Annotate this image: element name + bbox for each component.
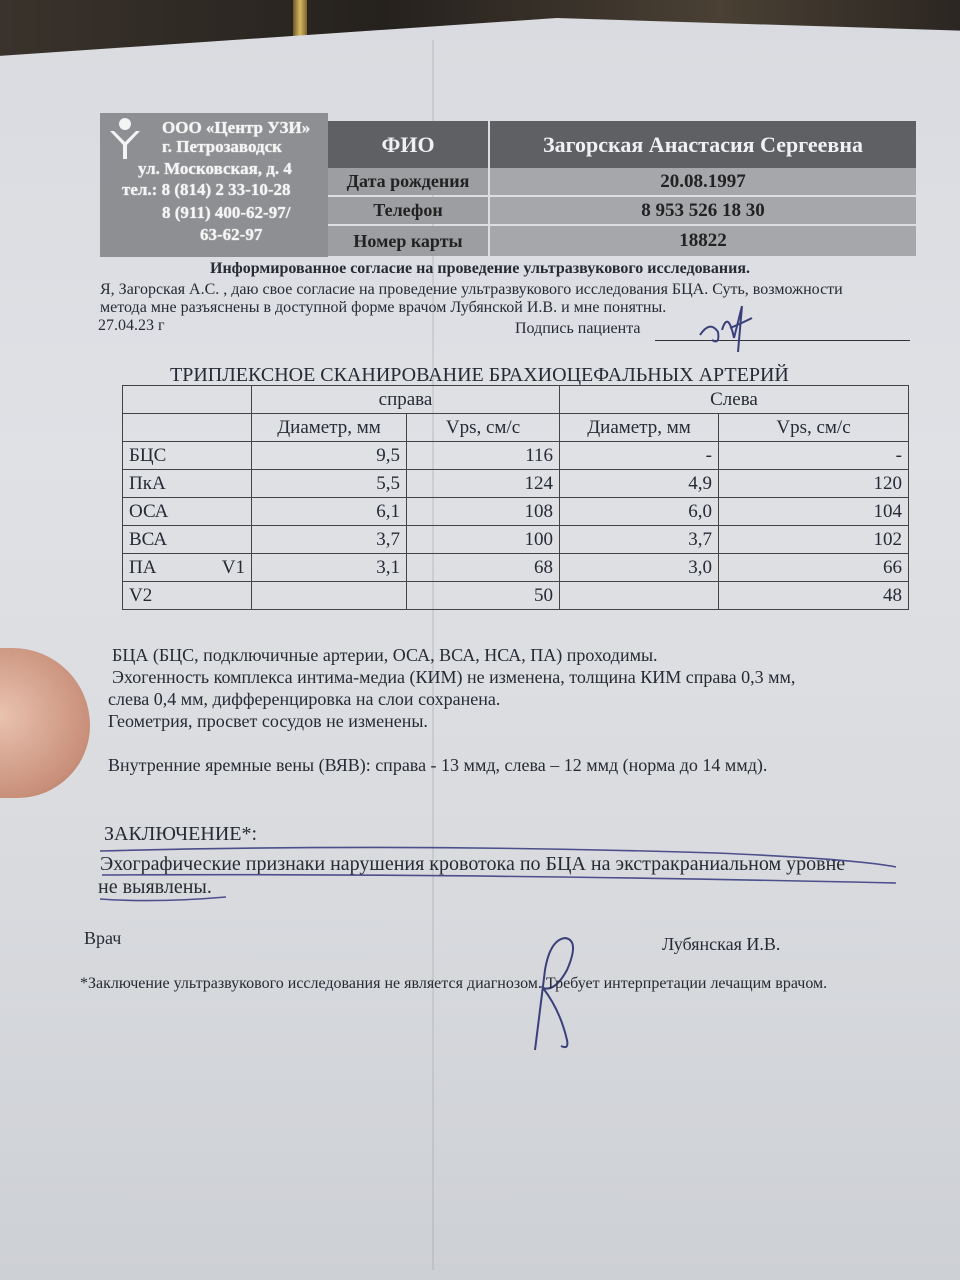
left-vps: 66 bbox=[719, 554, 909, 582]
dob-value: 20.08.1997 bbox=[490, 168, 916, 195]
vessel-segment: V1 bbox=[221, 556, 245, 578]
left-side-header: Слева bbox=[560, 386, 909, 414]
left-diameter: 3,0 bbox=[560, 554, 719, 582]
table-corner-cell-2 bbox=[123, 414, 252, 442]
right-diameter bbox=[252, 582, 407, 610]
dob-row bbox=[328, 168, 916, 195]
table-header-row bbox=[123, 386, 909, 414]
right-vps-header: Vps, см/с bbox=[407, 414, 560, 442]
finding-line-1: БЦА (БЦС, подключичные артерии, ОСА, ВСА, НСА, ПА) проходимы. bbox=[112, 645, 658, 665]
table-row bbox=[123, 554, 909, 582]
phone-row bbox=[328, 197, 916, 224]
clinic-phone-2: 8 (911) 400-62-97/ bbox=[162, 203, 291, 222]
dob-label: Дата рождения bbox=[328, 168, 488, 195]
left-diameter: 6,0 bbox=[560, 498, 719, 526]
left-vps: 104 bbox=[719, 498, 909, 526]
clinic-logo-icon bbox=[108, 117, 142, 161]
right-vps: 100 bbox=[407, 526, 560, 554]
left-vps-header: Vps, см/с bbox=[719, 414, 909, 442]
vessel-name: БЦС bbox=[123, 442, 252, 470]
right-side-header: справа bbox=[252, 386, 560, 414]
left-diameter-header: Диаметр, мм bbox=[560, 414, 719, 442]
handwritten-underline bbox=[96, 845, 906, 905]
clinic-info-box bbox=[100, 113, 328, 257]
background-object bbox=[293, 0, 307, 40]
right-diameter: 3,7 bbox=[252, 526, 407, 554]
vessel-name-cell bbox=[123, 554, 252, 582]
left-diameter: - bbox=[560, 442, 719, 470]
right-vps: 68 bbox=[407, 554, 560, 582]
right-vps: 50 bbox=[407, 582, 560, 610]
vessel-name: V2 bbox=[123, 582, 252, 610]
card-row bbox=[328, 226, 916, 256]
right-vps: 116 bbox=[407, 442, 560, 470]
vessel-name: ПкА bbox=[123, 470, 252, 498]
right-diameter: 9,5 bbox=[252, 442, 407, 470]
left-diameter: 3,7 bbox=[560, 526, 719, 554]
fio-value: Загорская Анастасия Сергеевна bbox=[490, 121, 916, 169]
finding-line-2: Эхогенность комплекса интима-медиа (КИМ) не изменена, толщина КИМ справа 0,3 мм, bbox=[112, 667, 796, 687]
left-vps: 102 bbox=[719, 526, 909, 554]
table-row bbox=[123, 582, 909, 610]
clinic-phone-3: 63-62-97 bbox=[200, 225, 263, 244]
clinic-address: ул. Московская, д. 4 bbox=[138, 159, 292, 178]
patient-signature-icon bbox=[690, 300, 760, 360]
doctor-name: Лубянская И.В. bbox=[662, 934, 781, 954]
document-header bbox=[100, 113, 914, 257]
footnote: *Заключение ультразвукового исследования не является диагнозом. Требует интерпретации лечащим врачом. bbox=[80, 975, 828, 992]
left-vps: 120 bbox=[719, 470, 909, 498]
study-title: ТРИПЛЕКСНОЕ СКАНИРОВАНИЕ БРАХИОЦЕФАЛЬНЫХ АРТЕРИЙ bbox=[170, 364, 789, 386]
consent-line-1: Я, Загорская А.С. , даю свое согласие на проведение ультразвукового исследования БЦА. Суть, возможности bbox=[100, 281, 843, 298]
right-diameter: 3,1 bbox=[252, 554, 407, 582]
table-row bbox=[123, 498, 909, 526]
vessel-name: ВСА bbox=[123, 526, 252, 554]
results-table bbox=[122, 385, 909, 610]
left-diameter bbox=[560, 582, 719, 610]
table-row bbox=[123, 442, 909, 470]
left-vps: - bbox=[719, 442, 909, 470]
clinic-city: г. Петрозаводск bbox=[162, 137, 282, 156]
doctor-label: Врач bbox=[84, 928, 122, 948]
clinic-phone-1: тел.: 8 (814) 2 33-10-28 bbox=[122, 180, 291, 199]
consent-title: Информированное согласие на проведение ультразвукового исследования. bbox=[210, 260, 750, 277]
conclusion-line-2: не выявлены. bbox=[98, 876, 212, 898]
conclusion-line-1: Эхографические признаки нарушения кровотока по БЦА на экстракраниальном уровне bbox=[100, 853, 846, 875]
vessel-name: ОСА bbox=[123, 498, 252, 526]
clinic-name: ООО «Центр УЗИ» bbox=[162, 118, 311, 137]
signature-label: Подпись пациента bbox=[515, 320, 641, 337]
right-diameter: 6,1 bbox=[252, 498, 407, 526]
fio-label: ФИО bbox=[328, 121, 488, 169]
right-vps: 124 bbox=[407, 470, 560, 498]
table-row bbox=[123, 470, 909, 498]
right-diameter: 5,5 bbox=[252, 470, 407, 498]
card-label: Номер карты bbox=[328, 226, 488, 256]
vessel-name: ПА bbox=[129, 556, 157, 578]
left-vps: 48 bbox=[719, 582, 909, 610]
table-corner-cell bbox=[123, 386, 252, 414]
consent-line-2: метода мне разъяснены в доступной форме врачом Лубянской И.В. и мне понятны. bbox=[100, 299, 667, 316]
table-subheader-row bbox=[123, 414, 909, 442]
left-diameter: 4,9 bbox=[560, 470, 719, 498]
doctor-signature-icon bbox=[505, 930, 595, 1060]
finding-line-5: Внутренние яремные вены (ВЯВ): справа - 13 ммд, слева – 12 ммд (норма до 14 ммд). bbox=[108, 755, 768, 775]
phone-label: Телефон bbox=[328, 197, 488, 224]
consent-date: 27.04.23 г bbox=[98, 317, 165, 334]
table-row bbox=[123, 526, 909, 554]
phone-value: 8 953 526 18 30 bbox=[490, 197, 916, 224]
right-vps: 108 bbox=[407, 498, 560, 526]
conclusion-title: ЗАКЛЮЧЕНИЕ*: bbox=[104, 823, 258, 845]
card-value: 18822 bbox=[490, 226, 916, 256]
finding-line-3: слева 0,4 мм, дифференцировка на слои сохранена. bbox=[108, 689, 501, 709]
right-diameter-header: Диаметр, мм bbox=[252, 414, 407, 442]
finding-line-4: Геометрия, просвет сосудов не изменены. bbox=[108, 711, 428, 731]
fio-row bbox=[328, 121, 916, 169]
